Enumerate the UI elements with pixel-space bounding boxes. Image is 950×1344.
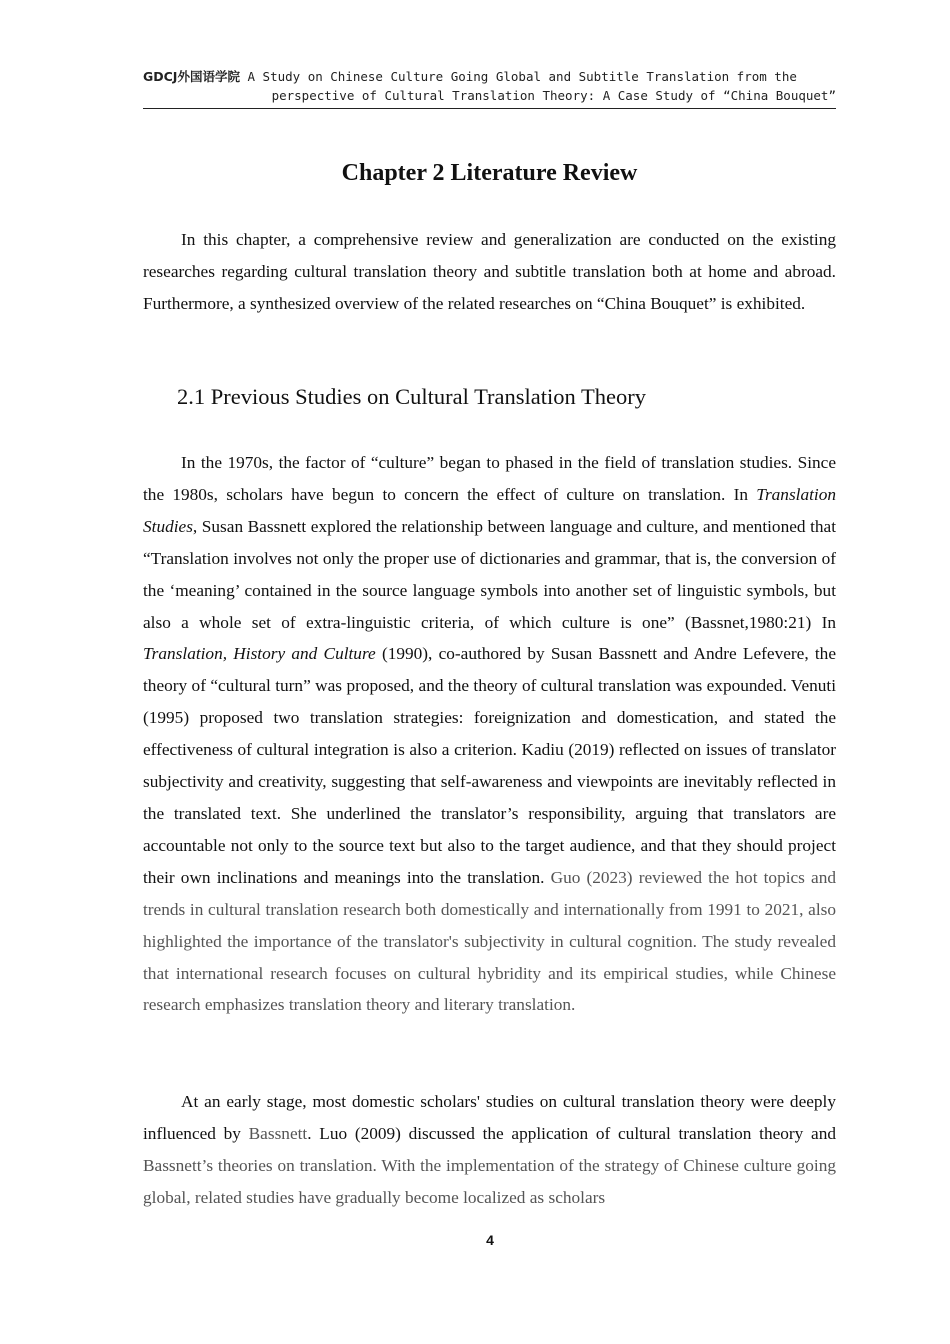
header-title-line-2: perspective of Cultural Translation Theory: A Case Study of “China Bouquet” xyxy=(271,88,836,103)
page-number: 4 xyxy=(486,1232,494,1248)
header-title-line-1: A Study on Chinese Culture Going Global and Subtitle Translation from the xyxy=(247,69,797,84)
p2-text-4: Bassnett’s theories on translation. With the implementation of the strategy of Chinese culture going global, related studies have gradually become localized as scholars xyxy=(143,1155,836,1207)
section-title: 2.1 Previous Studies on Cultural Translation Theory xyxy=(177,384,646,409)
running-header xyxy=(143,67,836,109)
p1-text-1: In the 1970s, the factor of “culture” began to phased in the field of translation studies. Since the 1980s, scholars have begun to concern the effect of culture on translation. In xyxy=(143,453,836,504)
chapter-intro-paragraph: In this chapter, a comprehensive review and generalization are conducted on the existing researches regarding cultural translation theory and subtitle translation both at home and abroad. Furthermore, a synthesized overview of the related researches on “China Bouquet” is exhibited. xyxy=(143,230,836,313)
header-line-1 xyxy=(143,67,836,86)
section-paragraph-1 xyxy=(143,447,836,1021)
section-paragraph-2 xyxy=(143,1086,836,1214)
header-institution: GDCJ外国语学院 xyxy=(143,69,240,84)
p2-text-3: . Luo (2009) discussed the application of cultural translation theory and xyxy=(307,1123,836,1143)
p2-text-1: At an early stage, most domestic scholars' studies on cultural translation theory were deeply influenced by xyxy=(143,1092,836,1143)
book-title-translation-history-culture: Translation, History and Culture xyxy=(143,644,376,664)
chapter-title: Chapter 2 Literature Review xyxy=(341,160,638,186)
p1-text-3: (1990), co-authored by Susan Bassnett and Andre Lefevere, the theory of “cultural turn” was proposed, and the theory of cultural translation was expounded. Venuti (1995) proposed two translation strategies: foreignization and domestication, and stated the effectiveness of cultural integration is also a criterion. Kadiu (2019) reflected on issues of translator subjectivity and creativity, suggesting that self-awareness and viewpoints are inevitably reflected in the translated text. She underlined the translator’s responsibility, arguing that translators are accountable not only to the source text but also to the target audience, and that they should project their own inclinations and meanings into the translation. xyxy=(143,644,836,887)
book-title-translation-studies: Translation Studies xyxy=(143,484,836,536)
p1-text-4: Guo (2023) reviewed the hot topics and trends in cultural translation research both domestically and internationally from 1991 to 2021, also highlighted the importance of the translator's subjectivity in cultural cognition. The study revealed that international research focuses on cultural hybridity and its empirical studies, while Chinese research emphasizes translation theory and literary translation. xyxy=(143,867,836,1015)
p1-text-2: , Susan Bassnett explored the relationship between language and culture, and mentioned that “Translation involves not only the proper use of dictionaries and grammar, that is, the conversion of the ‘meaning’ contained in the source language symbols into another set of linguistic symbols, but also a whole set of extra-linguistic criteria, of which culture is one” (Bassnet,1980:21) In xyxy=(143,516,836,632)
p2-text-2: Bassnett xyxy=(248,1123,308,1143)
